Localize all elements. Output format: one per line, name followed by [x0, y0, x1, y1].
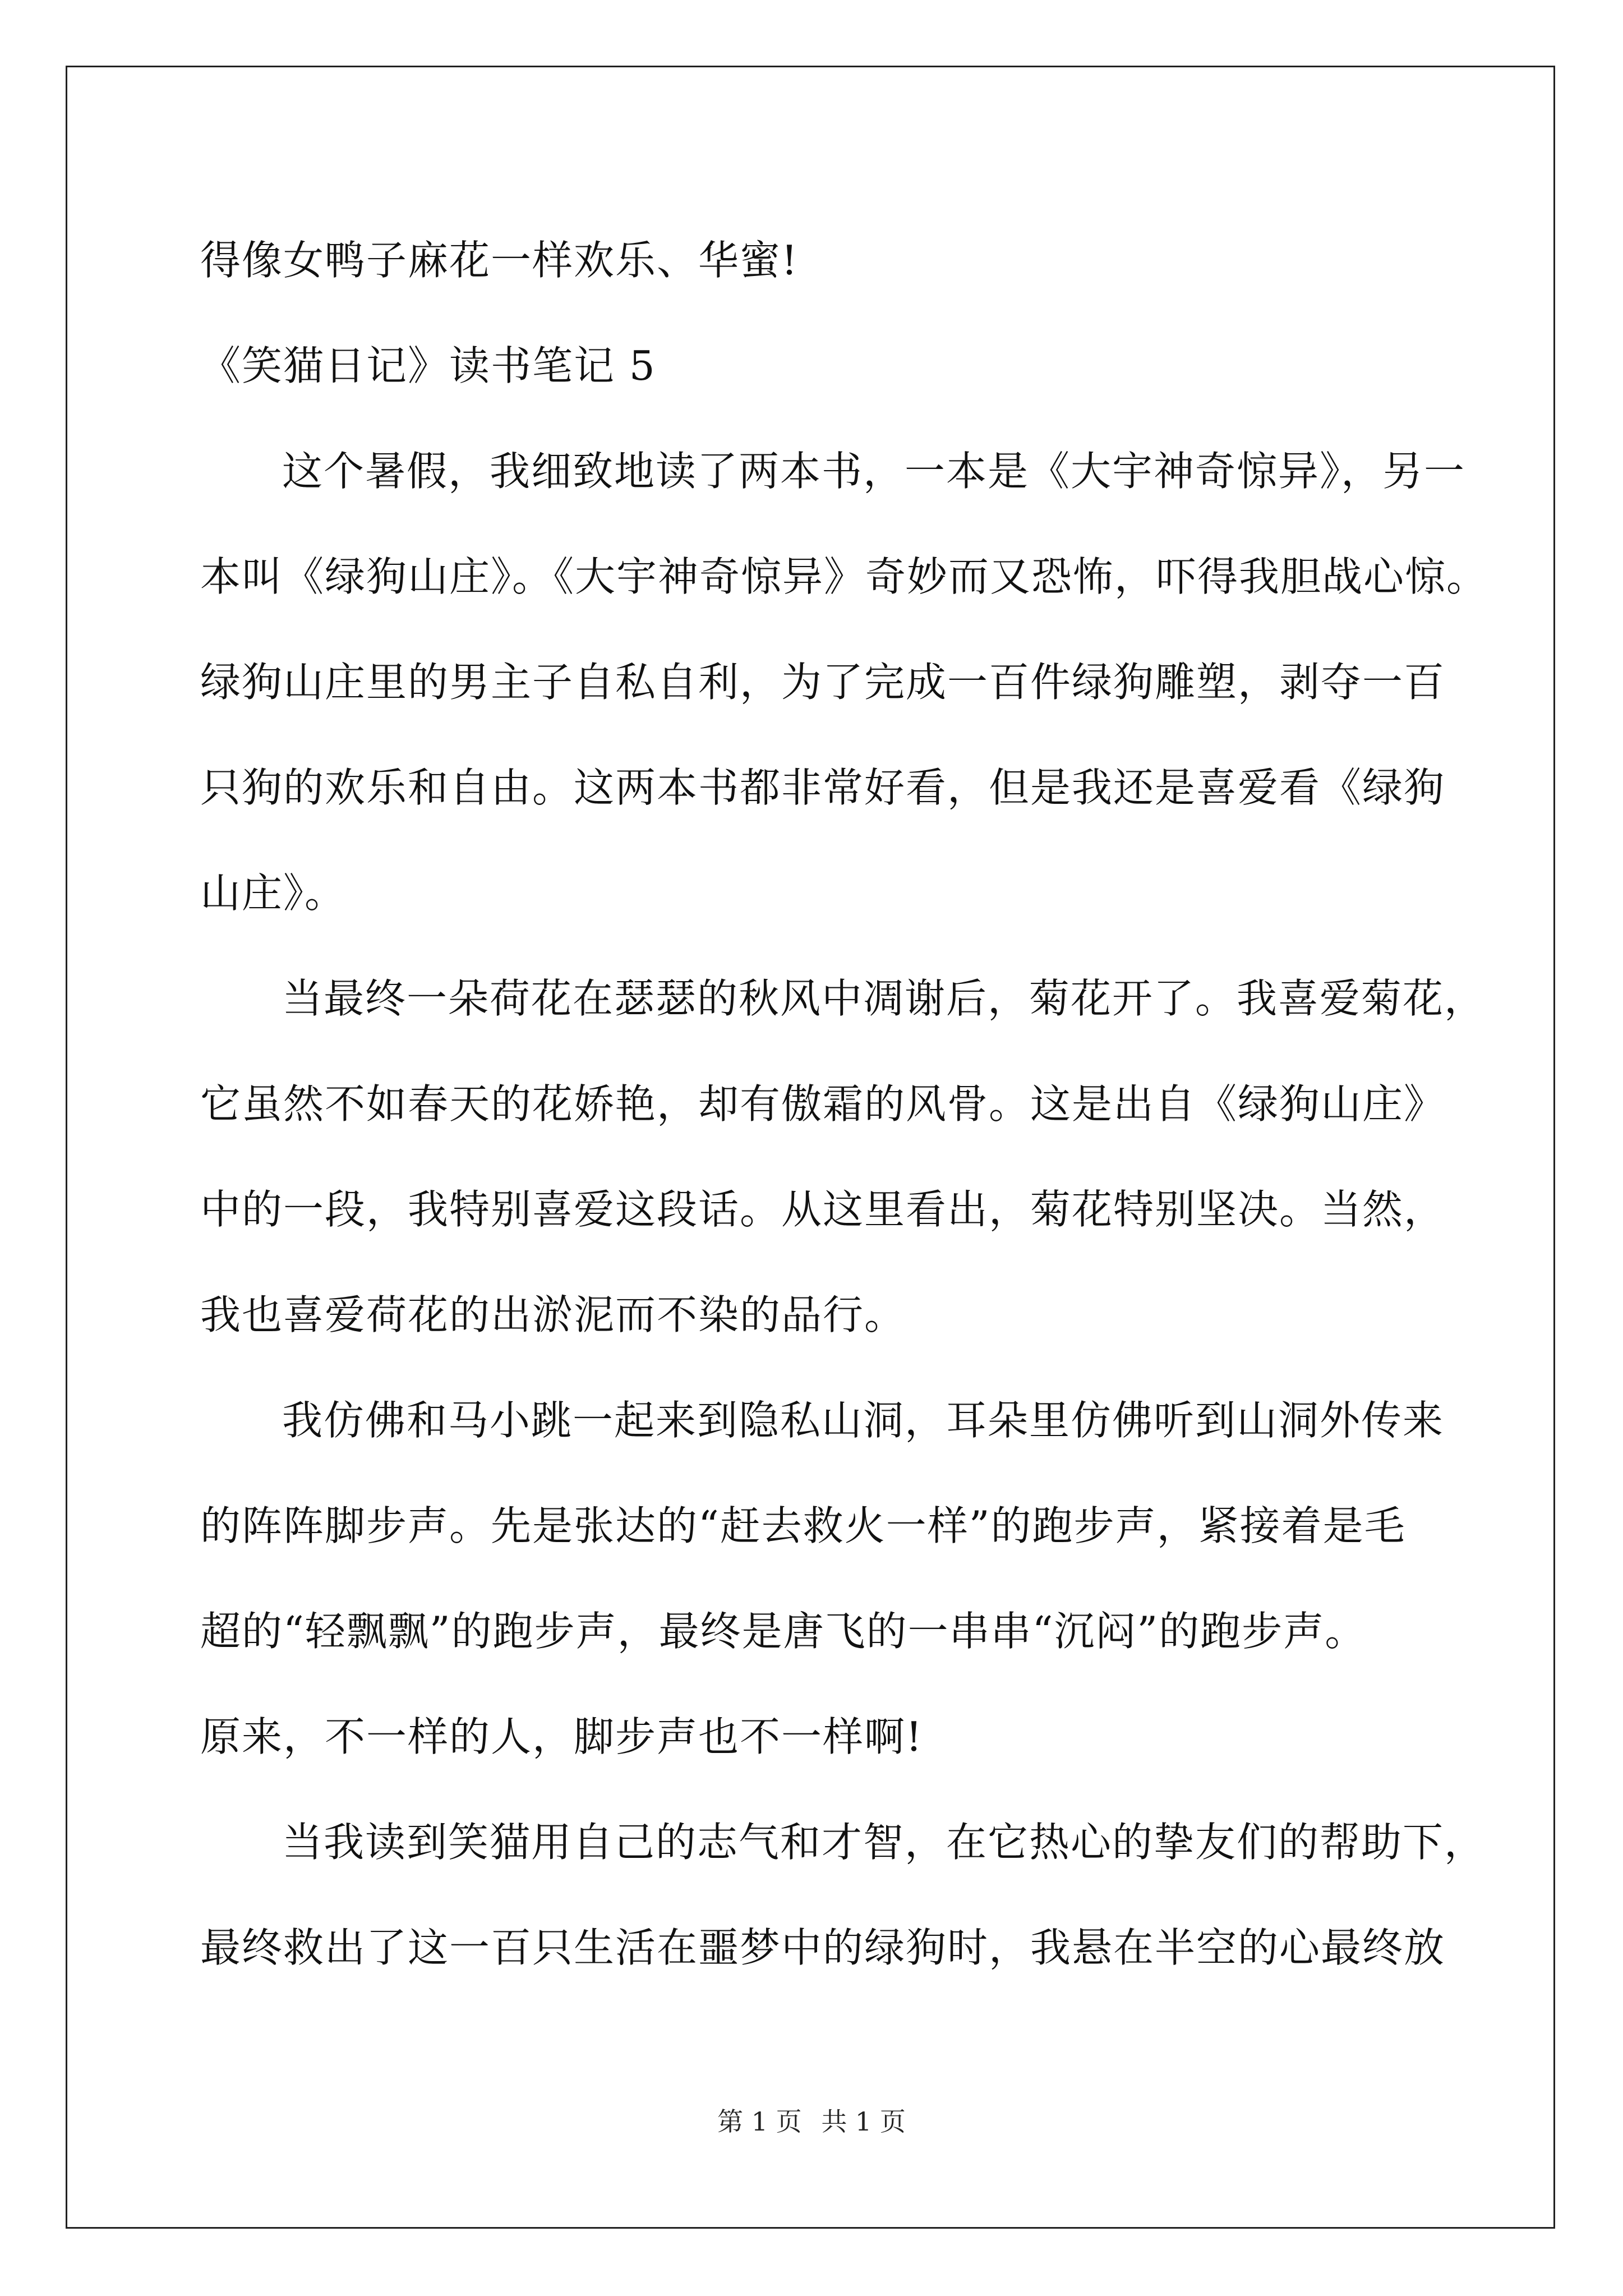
page-footer — [0, 2101, 1623, 2138]
paragraph-line: 中的一段，我特别喜爱这段话。从这里看出，菊花特别坚决。当然， — [200, 1186, 1446, 1233]
page-number: 第 1 页 — [717, 2106, 802, 2137]
paragraph-line: 我仿佛和马小跳一起来到隐私山洞，耳朵里仿佛听到山洞外传来 — [282, 1397, 1445, 1444]
paragraph-line: 只狗的欢乐和自由。这两本书都非常好看，但是我还是喜爱看《绿狗 — [200, 764, 1446, 811]
paragraph-line: 当最终一朵荷花在瑟瑟的秋风中凋谢后，菊花开了。我喜爱菊花， — [282, 975, 1486, 1022]
paragraph-line: 原来，不一样的人，脚步声也不一样啊! — [200, 1713, 923, 1760]
paragraph-line: 我也喜爱荷花的出淤泥而不染的品行。 — [200, 1291, 906, 1338]
paragraph-line: 本叫《绿狗山庄》。《大宇神奇惊异》奇妙而又恐怖，吓得我胆战心惊。 — [200, 553, 1488, 600]
text-line: 得像女鸭子麻花一样欢乐、华蜜! — [200, 237, 799, 284]
page-total: 共 1 页 — [821, 2106, 906, 2137]
paragraph-line: 超的“轻飘飘”的跑步声，最终是唐飞的一串串“沉闷”的跑步声。 — [200, 1608, 1367, 1655]
document-body — [200, 208, 1488, 2000]
paragraph-line: 这个暑假，我细致地读了两本书，一本是《大宇神奇惊异》，另一 — [282, 448, 1466, 495]
paragraph-line: 当我读到笑猫用自己的志气和才智，在它热心的挚友们的帮助下， — [282, 1819, 1486, 1866]
paragraph-line: 它虽然不如春天的花娇艳，却有傲霜的风骨。这是出自《绿狗山庄》 — [200, 1080, 1446, 1128]
section-heading: 《笑猫日记》读书笔记 5 — [200, 342, 656, 389]
paragraph-line: 绿狗山庄里的男主子自私自利，为了完成一百件绿狗雕塑，剥夺一百 — [200, 659, 1446, 706]
paragraph-line: 山庄》。 — [200, 869, 347, 917]
paragraph-line: 最终救出了这一百只生活在噩梦中的绿狗时，我悬在半空的心最终放 — [200, 1924, 1446, 1971]
paragraph-line: 的阵阵脚步声。先是张达的“赶去救火一样”的跑步声，紧接着是毛 — [200, 1502, 1406, 1549]
